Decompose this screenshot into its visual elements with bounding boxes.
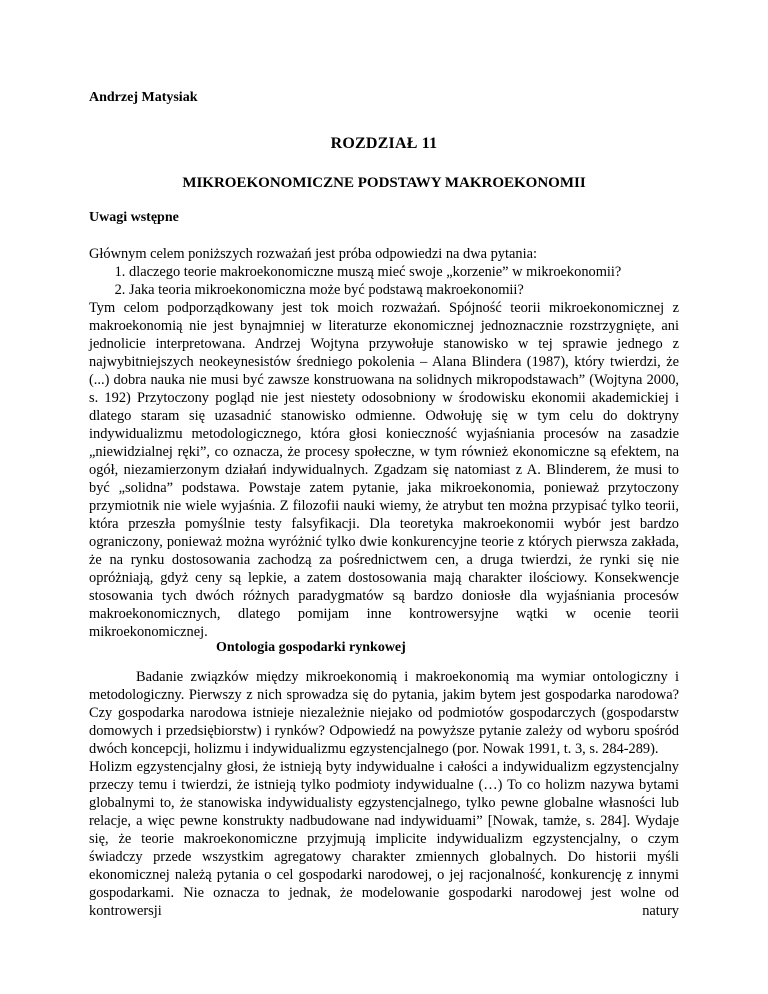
intro-section — [89, 245, 679, 641]
ontology-paragraph-2: Holizm egzystencjalny głosi, że istnieją byty indywidualne i całości a indywidualizm egzystencjalny przeczy temu i twierdzi, że istnieją tylko podmioty indywidualne (…) To co holizm nazywa bytami globalnymi to, że stanowiska indywidualisty egzystencjalnego, tylko pewne globalne własności lub relacje, a więc pewne konstrukty nadbudowane nad indywiduami” [Nowak, tamże, s. 284]. Wydaje się, że teorie makroekonomiczne przyjmują implicite indywidualizm egzystencjalny, o czym świadczy przede wszystkim agregatowy charakter zmiennych globalnych. Do historii myśli ekonomicznej należą pytania o cel gospodarki narodowej, o jej racjonalność, konkurencję z innymi gospodarkami. Nie oznacza to jednak, że modelowanie gospodarki narodowej jest wolne od kontrowersji natury — [89, 759, 679, 919]
chapter-number: ROZDZIAŁ 11 — [330, 135, 438, 152]
ontology-heading: Ontologia gospodarki rynkowej — [216, 640, 406, 655]
author-name: Andrzej Matysiak — [89, 90, 198, 105]
intro-heading: Uwagi wstępne — [89, 210, 179, 225]
question-list — [89, 263, 679, 299]
ontology-section — [89, 668, 679, 920]
question-item: 1. dlaczego teorie makroekonomiczne muszą mieć swoje „korzenie” w mikroekonomii? — [129, 263, 679, 281]
ontology-paragraph-1: Badanie związków między mikroekonomią i makroekonomią ma wymiar ontologiczny i metodologiczny. Pierwszy z nich sprowadza się do pytania, jakim bytem jest gospodarka narodowa? Czy gospodarka narodowa istnieje niezależnie niejako od podmiotów gospodarczych (gospodarstw domowych i przedsiębiorstw) i rynków? Odpowiedź na powyższe pytanie zależy od wyboru spośród dwóch koncepcji, holizmu i indywidualizmu egzystencjalnego (por. Nowak 1991, t. 3, s. 284-289). — [89, 669, 679, 757]
intro-lead: Głównym celem poniższych rozważań jest próba odpowiedzi na dwa pytania: — [89, 246, 537, 262]
chapter-title: MIKROEKONOMICZNE PODSTAWY MAKROEKONOMII — [182, 175, 586, 191]
intro-body: Tym celom podporządkowany jest tok moich rozważań. Spójność teorii mikroekonomicznej z makroekonomią nie jest bynajmniej w literaturze ekonomicznej jednoznacznie rozstrzygnięte, ani jednolicie interpretowana. Andrzej Wojtyna przywołuje stanowisko w tej sprawie jednego z najwybitniejszych neokeynesistów średniego pokolenia – Alana Blindera (1987), który twierdzi, że (...) dobra nauka nie musi być zawsze konstruowana na solidnych mikropodstawach” (Wojtyna 2000, s. 192) Przytoczony pogląd nie jest niestety odosobniony w środowisku ekonomii akademickiej i dlatego staram się uzasadnić stanowisko odmienne. Odwołuję się w tym celu do doktryny indywidualizmu metodologicznego, która głosi konieczność wyjaśniania procesów na zasadzie „niewidzialnej ręki”, co oznacza, że procesy społeczne, w tym również ekonomiczne są efektem, na ogół, niezamierzonym działań indywidualnych. Zgadzam się natomiast z A. Blinderem, że musi to być „solidna” podstawa. Powstaje zatem pytanie, jaka mikroekonomia, ponieważ przytoczony przymiotnik nie wiele wyjaśnia. Z filozofii nauki wiemy, że atrybut ten można przypisać tylko teorii, która przeszła pomyślnie testy falsyfikacji. Dla teoretyka makroekonomii wybór jest bardzo ograniczony, ponieważ można wyróżnić tylko dwie konkurencyjne teorie z których pierwsza zakłada, że na rynku dostosowania zachodzą za pośrednictwem cen, a druga twierdzi, że rynki się nie opróżniają, gdyż ceny są lepkie, a zatem dostosowania mają charakter ilościowy. Konsekwencje stosowania tych dwóch różnych paradygmatów są bardzo doniosłe dla wyjaśniania procesów makroekonomicznych, dlatego pomijam inne kontrowersyjne wątki w ocenie teorii mikroekonomicznej. — [89, 300, 679, 640]
question-item: 2. Jaka teoria mikroekonomiczna może być podstawą makroekonomii? — [129, 281, 679, 299]
